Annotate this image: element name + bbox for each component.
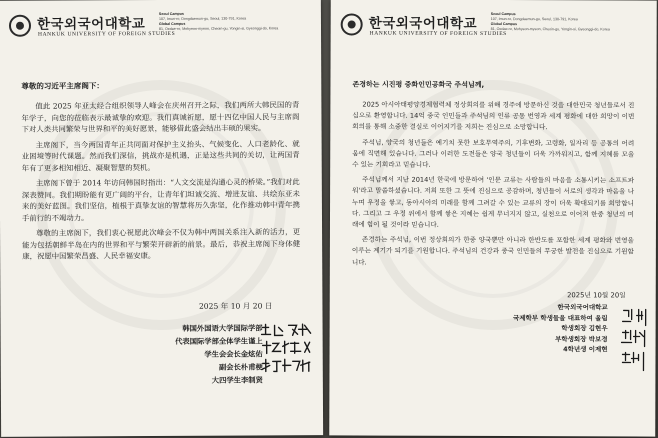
letter-greeting: 존경하는 시진평 중화인민공화국 주석님께, bbox=[352, 80, 485, 89]
letter-date: 2025 年 10 月 20 日 bbox=[198, 301, 273, 311]
university-english-name: HANKUK UNIVERSITY OF FOREIGN STUDIES bbox=[369, 30, 507, 38]
letter-korean bbox=[329, 0, 657, 437]
paragraph: 主席阁下，当今两国青年正共同面对保护主义抬头、气候变化、人口老龄化、就业困境等时代课题。然而我们深信，挑战亦是机遇，正是这些共同的关切，让两国青年有了更多相知相近、凝聚智慧的契机。 bbox=[21, 138, 300, 173]
letter-chinese bbox=[0, 0, 323, 437]
paragraph: 值此 2025 年亚太经合组织领导人峰会在庆州召开之际，我们两所大韩民国的青年学子，向您的莅临表示最诚挚的欢迎。我们真诚祈愿，愿十四亿中国人民与主席阁下对人类共同繁荣与世界和平的美好愿景，能够借此盛会结出丰硕的果实。 bbox=[21, 100, 300, 134]
paragraph: 主席阁下曾于 2014 年访问韩国时指出：“人文交流是沟通心灵的桥梁。”我们对此深表赞同。我们期盼能有更广阔的平台，让青年们坦诚交流、增进友谊、共绘东亚未来的美好蓝图。我们坚信，植根于真挚友谊的智慧将历久弥坚，化作推动韩中青年携手前行的不竭动力。 bbox=[21, 177, 300, 223]
university-logo-icon bbox=[9, 15, 31, 37]
global-campus-address: 81, Oedae-ro, Mohyeon-myeon, Cheoin-gu, Yongin-si, Gyeonggi-do, Korea bbox=[490, 26, 610, 32]
signer-block bbox=[513, 302, 608, 355]
seoul-campus-address: 107, Imun-ro, Dongdaemun-gu, Seoul, 130-791, Korea bbox=[490, 16, 578, 22]
letter-body bbox=[352, 100, 635, 274]
signer-line: 부학생회장 박보경 bbox=[555, 334, 608, 343]
letter-greeting: 尊敬的习近平主席阁下： bbox=[21, 81, 104, 91]
signer-line: 代表国际学部全体学生谨上 bbox=[175, 336, 263, 346]
paragraph: 주석님, 양국의 청년들은 예기치 못한 보호무역주의, 기후변화, 고령화, 일자리 등 공통의 어려움에 직면해 있습니다. 그러나 이러한 도전들은 양국 청년들이 더욱 가까워지고, 함께 지혜를 모을 수 있는 기회라고 믿습니다. bbox=[352, 138, 635, 169]
campus-addresses bbox=[491, 12, 641, 33]
global-campus-address: 81, Oedae-ro, Mohyeon-myeon, Cheoin-gu, Yongin-si, Gyeonggi-do, Korea bbox=[158, 26, 279, 32]
campus-addresses bbox=[159, 11, 309, 32]
university-name: 한국외국어대학교 bbox=[368, 15, 478, 32]
signer-line: 大四学生李制贤 bbox=[211, 375, 263, 385]
handwritten-signatures bbox=[619, 306, 649, 376]
global-campus-label: Global Campus bbox=[158, 21, 186, 27]
signer-line: 副会长朴甫梗 bbox=[218, 362, 263, 372]
university-name: 한국외국어대학교 bbox=[36, 16, 146, 33]
university-english-name: HANKUK UNIVERSITY OF FOREIGN STUDIES bbox=[38, 30, 176, 38]
signer-line: 学生会会长金炫佑 bbox=[204, 349, 263, 359]
paragraph: 2025 아시아태평양경제협력체 정상회의를 위해 경주에 방문하신 것을 대한민국 청년들로서 진심으로 환영합니다. 14억 중국 인민들과 주석님의 인류 공동 번영과 세계 평화에 대한 희망이 이번 회의를 통해 소중한 결실로 이어지기를 저희는 진심으로 소망합니다. bbox=[352, 100, 635, 132]
handwritten-signatures bbox=[259, 321, 319, 381]
signer-line: 한국외국어대학교 bbox=[557, 303, 608, 312]
paragraph: 尊敬的主席阁下，我们衷心祝愿此次峰会不仅为韩中两国关系注入新的活力，更能为包括朝鲜半岛在内的世界和平与繁荣开辟新的前景。最后，恭祝主席阁下身体健康，祝愿中国繁荣昌盛、人民幸福安康。 bbox=[22, 227, 301, 261]
seoul-campus-label: Seoul Campus bbox=[158, 11, 184, 17]
seoul-campus-label: Seoul Campus bbox=[490, 11, 516, 17]
signer-line: 국제학부 학생들을 대표하여 올림 bbox=[512, 313, 608, 322]
signer-line: 4학년생 이제현 bbox=[563, 345, 608, 354]
letter-body bbox=[21, 99, 300, 266]
signer-block bbox=[175, 321, 263, 386]
letterhead bbox=[9, 9, 311, 49]
global-campus-label: Global Campus bbox=[490, 21, 518, 27]
signer-line: 韩国外国语大学国际学部 bbox=[182, 323, 263, 333]
seoul-campus-address: 107, Imun-ro, Dongdaemun-gu, Seoul, 130-791, Korea bbox=[158, 16, 247, 22]
university-logo-icon bbox=[341, 13, 363, 35]
letterhead bbox=[341, 9, 647, 48]
paragraph: 주석님께서 지난 2014년 한국에 방문하여 '인문 교류는 사람들의 마음을 소통시키는 소프트파워'라고 말씀하셨습니다. 저희 또한 그 뜻에 진심으로 공감하며, 청년들이 서로의 생각과 마음을 나누며 우정을 쌓고, 동아시아의 미래를 함께 그려갈 수 있는 교류의 장이 더욱 확대되기를 희망합니다. 그리고 그 우정 위에서 함께 쌓은 지혜는 쉽게 무너지지 않고, 실천으로 이어져 한중 청년의 미래에 힘이 될 것이라 믿습니다. bbox=[351, 175, 635, 229]
letter-date: 2025년 10월 20일 bbox=[567, 291, 626, 300]
paragraph: 존경하는 주석님, 이번 정상회의가 한중 양국뿐만 아니라 한반도를 포함한 세계 평화와 번영을 이루는 계기가 되기를 기원합니다. 주석님의 건강과 중국 인민들의 무궁한 발전을 진심으로 기원합니다. bbox=[351, 235, 634, 267]
signer-line: 학생회장 김현우 bbox=[561, 324, 608, 333]
